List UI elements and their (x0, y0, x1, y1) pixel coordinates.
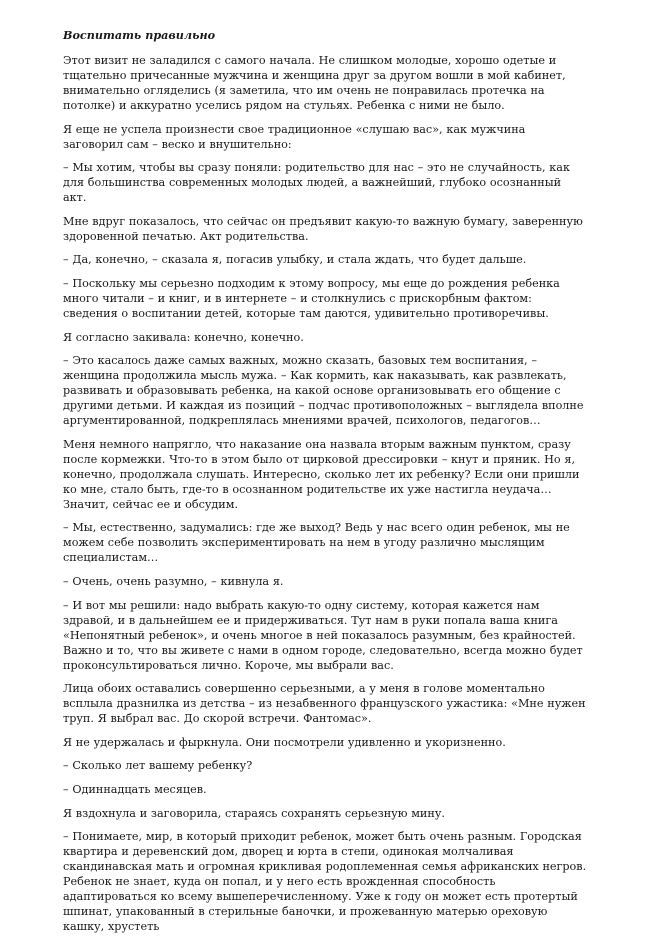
paragraph-10: – Мы, естественно, задумались: где же выход? Ведь у нас всего один ребенок, мы не можем себе позволить экспериментировать на нем в угоду различно мыслящим специалистам… (63, 521, 570, 565)
paragraph-4: Мне вдруг показалось, что сейчас он предъявит какую-то важную бумагу, заверенную здоровенной печатью. Акт родительства. (63, 214, 583, 243)
paragraph-3: – Мы хотим, чтобы вы сразу поняли: родительство для нас – это не случайность, как для большинства современных молодых людей, а важнейший, глубоко осознанный акт. (63, 161, 570, 205)
paragraph-17: Я вздохнула и заговорила, стараясь сохранять серьезную мину. (63, 806, 445, 820)
paragraph-9: Меня немного напрягло, что наказание она назвала вторым важным пунктом, сразу после кормежки. Что-то в этом было от цирковой дрессировки – кнут и пряник. Но я, конечно, продолжала слушать. Интересно, сколько лет их ребенку? Если они пришли ко мне, стало быть, где-то в осознанном родительстве их уже настигла неудача… Значит, сейчас ее и обсудим. (63, 437, 580, 511)
paragraph-11: – Очень, очень разумно, – кивнула я. (63, 574, 284, 588)
paragraph-2: Я еще не успела произнести свое традиционное «слушаю вас», как мужчина заговорил сам – веско и внушительно: (63, 122, 526, 151)
paragraph-7: Я согласно закивала: конечно, конечно. (63, 330, 304, 344)
paragraph-16: – Одиннадцать месяцев. (63, 782, 207, 796)
paragraph-8: – Это касалось даже самых важных, можно сказать, базовых тем воспитания, – женщина продолжила мысль мужа. – Как кормить, как наказывать, как развлекать, развивать и образовывать ребенка, на какой основе организовывать его общение с другими детьми. И каждая из позиций – подчас противоположных – выглядела вполне аргументированной, подкреплялась мнениями врачей, психологов, педагогов… (63, 354, 584, 428)
paragraph-13: Лица обоих оставались совершенно серьезными, а у меня в голове моментально всплыла дразнилка из детства – из незабвенного французского ужастика: «Мне нужен труп. Я выбрал вас. До скорой встречи. Фантомас». (63, 682, 586, 726)
paragraph-5: – Да, конечно, – сказала я, погасив улыбку, и стала ждать, что будет дальше. (63, 253, 527, 267)
paragraph-12: – И вот мы решили: надо выбрать какую-то одну систему, которая кажется нам здравой, и в дальнейшем ее и придерживаться. Тут нам в руки попала ваша книга «Непонятный ребенок», и очень многое в ней показалось разумным, без крайностей. Важно и то, что вы живете с нами в одном городе, следовательно, всегда можно будет проконсультироваться лично. Короче, мы выбрали вас. (63, 598, 583, 672)
document-title: Воспитать правильно (63, 28, 216, 42)
paragraph-14: Я не удержалась и фыркнула. Они посмотрели удивленно и укоризненно. (63, 735, 506, 749)
paragraph-6: – Поскольку мы серьезно подходим к этому вопросу, мы еще до рождения ребенка много читали – и книг, и в интернете – и столкнулись с прискорбным фактом: сведения о воспитании детей, которые там даются, удивительно противоречивы. (63, 276, 560, 320)
document-page (63, 28, 588, 943)
paragraph-18: – Понимаете, мир, в который приходит ребенок, может быть очень разным. Городская квартира и деревенский дом, дворец и юрта в степи, одинокая молчаливая скандинавская мать и огромная крикливая родоплеменная семья африканских негров. Ребенок не знает, куда он попал, и у него есть врожденная способность адаптироваться ко всему вышеперечисленному. Уже к году он может есть протертый шпинат, упакованный в стерильные баночки, и прожеванную матерью ореховую кашку, хрустеть (63, 830, 587, 934)
paragraph-15: – Сколько лет вашему ребенку? (63, 759, 253, 773)
paragraph-1: Этот визит не заладился с самого начала. Не слишком молодые, хорошо одетые и тщательно причесанные мужчина и женщина друг за другом вошли в мой кабинет, внимательно огляделись (я заметила, что им очень не понравилась протечка на потолке) и аккуратно уселись рядом на стульях. Ребенка с ними не было. (63, 54, 566, 112)
